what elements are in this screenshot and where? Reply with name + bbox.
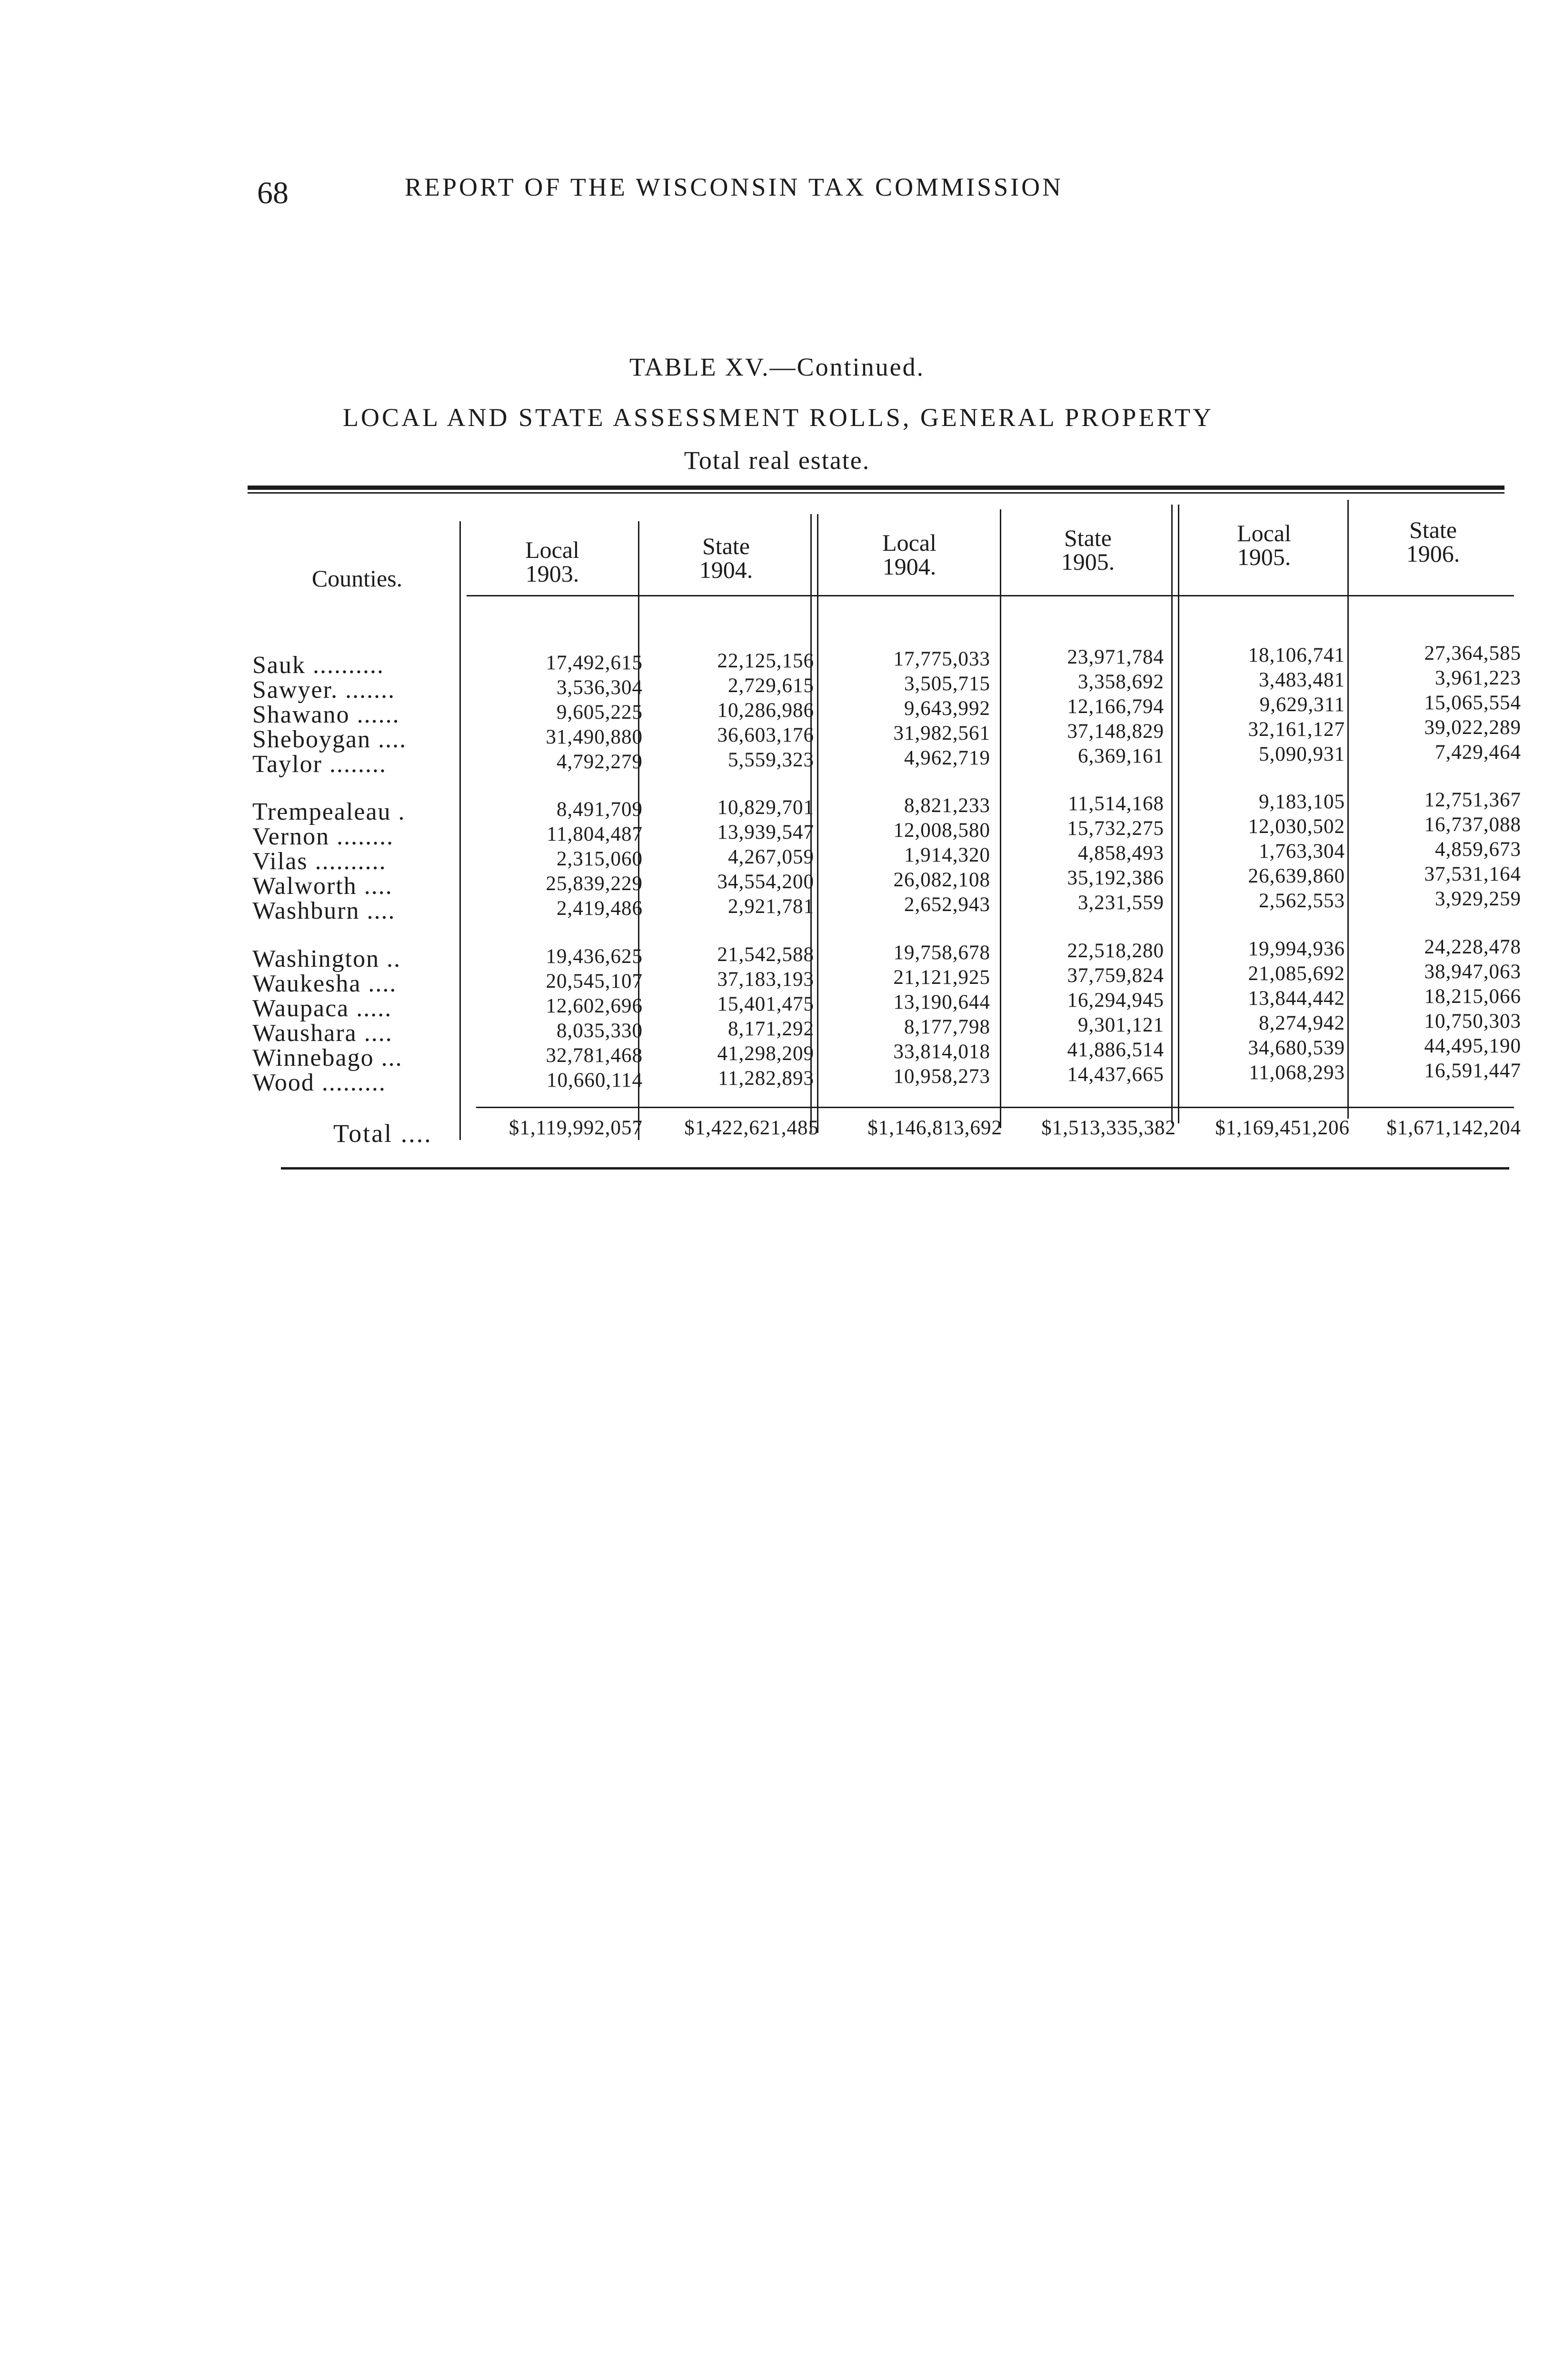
value-cell: 2,729,615 [728,674,814,697]
value-cell: 8,491,709 [557,798,643,821]
counties-header: Counties. [311,565,403,592]
value-cell: 4,858,493 [1078,842,1164,864]
county-name: Taylor ........ [252,751,387,778]
total-cell: $1,119,992,057 [508,1117,643,1139]
county-name: Vilas .......... [252,848,387,875]
value-cell: 37,759,824 [1067,964,1164,987]
column-header [1185,521,1343,569]
value-cell: 12,751,367 [1424,789,1521,811]
value-cell: 41,886,514 [1067,1039,1164,1061]
county-name: Waukesha .... [252,970,397,997]
value-cell: 31,490,880 [546,726,643,748]
county-name: Sawyer. ....... [252,676,396,704]
table-top-rule [248,486,1504,490]
value-cell: 3,505,715 [904,673,990,695]
value-cell: 18,106,741 [1248,644,1345,666]
value-cell: 8,274,942 [1259,1012,1345,1034]
value-cell: 16,591,447 [1424,1060,1521,1082]
header-bottom-rule [467,595,1514,596]
value-cell: 5,559,323 [728,749,814,771]
value-cell: 24,228,478 [1424,936,1521,958]
value-cell: 35,192,386 [1067,867,1164,889]
value-cell: 12,030,502 [1248,815,1345,838]
column-header [476,538,628,585]
column-header [1357,518,1509,565]
value-cell: 19,758,678 [893,942,990,964]
column-header-year: 1904. [699,556,753,583]
value-cell: 25,839,229 [546,873,643,895]
value-cell: 21,085,692 [1248,962,1345,985]
county-name: Trempealeau . [252,798,406,825]
value-cell: 16,737,088 [1424,813,1521,836]
column-header-year: 1905. [1237,544,1291,570]
value-cell: 39,022,289 [1424,716,1521,739]
county-name: Shawano ...... [252,701,400,728]
value-cell: 14,437,665 [1067,1063,1164,1086]
value-cell: 2,315,060 [557,848,643,870]
table-caption: Total real estate. [684,446,870,475]
value-cell: 3,358,692 [1078,671,1164,693]
value-cell: 13,190,644 [893,991,990,1013]
value-cell: 5,090,931 [1259,743,1345,765]
value-cell: 18,215,066 [1424,985,1521,1008]
value-cell: 38,947,063 [1424,961,1521,983]
value-cell: 26,082,108 [893,869,990,891]
value-cell: 6,369,161 [1078,745,1164,767]
county-name: Washington .. [252,945,401,972]
value-cell: 12,008,580 [893,819,990,842]
value-cell: 11,514,168 [1068,793,1164,815]
total-label: Total .... [333,1119,432,1148]
page-number: 68 [257,176,289,210]
county-name: Sheboygan .... [252,726,407,753]
value-cell: 20,545,107 [546,970,643,992]
value-cell: 36,603,176 [717,724,814,746]
table-subtitle: LOCAL AND STATE ASSESSMENT ROLLS, GENERAL PROPERTY [343,403,1214,432]
value-cell: 17,775,033 [893,648,990,670]
value-cell: 10,286,986 [717,699,814,722]
value-cell: 10,660,114 [547,1069,643,1091]
county-name: Wood ......... [252,1069,386,1096]
column-header-year: 1905. [1061,548,1115,575]
value-cell: 34,554,200 [717,871,814,893]
value-cell: 13,939,547 [717,821,814,843]
column-header [648,534,805,582]
value-cell: 9,183,105 [1259,791,1345,813]
column-header-kind: State [702,533,750,559]
column-header-kind: Local [525,536,579,563]
value-cell: 17,492,615 [546,652,643,674]
value-cell: 10,750,303 [1424,1010,1521,1032]
column-divider [1000,509,1001,1128]
value-cell: 15,401,475 [717,993,814,1015]
value-cell: 32,781,468 [546,1044,643,1067]
value-cell: 37,148,829 [1067,720,1164,743]
value-cell: 1,763,304 [1259,840,1345,863]
total-cell: $1,146,813,692 [867,1117,1002,1139]
value-cell: 4,859,673 [1435,838,1521,861]
total-top-rule [476,1107,1514,1108]
value-cell: 21,121,925 [893,966,990,989]
value-cell: 34,680,539 [1248,1037,1345,1059]
value-cell: 9,301,121 [1078,1014,1164,1036]
value-cell: 10,958,273 [893,1065,990,1088]
value-cell: 22,125,156 [717,650,814,672]
value-cell: 33,814,018 [893,1041,990,1063]
value-cell: 4,962,719 [904,747,990,769]
total-cell: $1,513,335,382 [1041,1117,1176,1139]
value-cell: 15,732,275 [1067,817,1164,840]
column-header-kind: Local [1237,520,1291,546]
county-name: Winnebago ... [252,1044,403,1071]
value-cell: 15,065,554 [1424,692,1521,714]
county-name: Walworth .... [252,873,393,900]
value-cell: 3,536,304 [557,676,643,699]
value-cell: 9,643,992 [904,697,990,720]
total-cell: $1,671,142,204 [1386,1117,1521,1139]
county-name: Waupaca ..... [252,995,392,1022]
value-cell: 32,161,127 [1248,718,1345,741]
value-cell: 44,495,190 [1424,1035,1521,1057]
value-cell: 16,294,945 [1067,989,1164,1012]
value-cell: 3,231,559 [1078,892,1164,914]
value-cell: 4,792,279 [557,751,643,773]
column-divider [1347,500,1349,1119]
value-cell: 11,804,487 [547,823,643,845]
value-cell: 3,483,481 [1259,669,1345,691]
value-cell: 9,629,311 [1259,694,1345,716]
value-cell: 9,605,225 [557,701,643,724]
value-cell: 31,982,561 [893,722,990,744]
column-header-year: 1904. [882,553,936,580]
value-cell: 37,531,164 [1424,863,1521,885]
table-top-rule-thin [248,492,1504,494]
value-cell: 13,844,442 [1248,987,1345,1010]
value-cell: 8,171,292 [728,1018,814,1040]
value-cell: 3,929,259 [1435,888,1521,910]
column-header-year: 1903. [525,560,579,587]
value-cell: 41,298,209 [717,1042,814,1065]
value-cell: 26,639,860 [1248,865,1345,887]
value-cell: 12,166,794 [1067,695,1164,718]
column-header-kind: Local [882,529,936,556]
column-divider [1178,505,1179,1123]
value-cell: 11,068,293 [1249,1061,1345,1084]
value-cell: 11,282,893 [718,1067,814,1090]
total-cell: $1,169,451,206 [1215,1117,1350,1139]
value-cell: 8,035,330 [557,1020,643,1042]
value-cell: 2,419,486 [557,897,643,920]
value-cell: 2,652,943 [904,893,990,916]
value-cell: 19,436,625 [546,945,643,968]
value-cell: 7,429,464 [1435,741,1521,764]
county-name: Sauk .......... [252,652,384,679]
county-name: Washburn .... [252,897,396,924]
column-divider [1171,505,1173,1123]
value-cell: 22,518,280 [1067,940,1164,962]
value-cell: 10,829,701 [717,796,814,819]
column-divider [817,514,818,1133]
table-bottom-rule [281,1167,1509,1170]
running-head: REPORT OF THE WISCONSIN TAX COMMISSION [405,173,1064,201]
column-header [1009,526,1166,574]
total-cell: $1,422,621,485 [684,1117,819,1139]
value-cell: 23,971,784 [1067,646,1164,668]
column-header-kind: State [1064,525,1112,551]
value-cell: 27,364,585 [1424,642,1521,664]
column-header [828,531,990,578]
value-cell: 8,821,233 [904,794,990,817]
county-name: Waushara .... [252,1020,393,1047]
value-cell: 2,562,553 [1259,890,1345,912]
value-cell: 37,183,193 [717,968,814,991]
table-title: TABLE XV.—Continued. [629,353,925,381]
value-cell: 4,267,059 [728,846,814,868]
value-cell: 21,542,588 [717,943,814,966]
value-cell: 3,961,223 [1435,667,1521,689]
column-header-year: 1906. [1406,540,1460,567]
value-cell: 12,602,696 [546,995,643,1017]
value-cell: 19,994,936 [1248,938,1345,960]
value-cell: 1,914,320 [904,844,990,866]
value-cell: 2,921,781 [728,895,814,918]
column-header-kind: State [1409,516,1457,543]
value-cell: 8,177,798 [904,1016,990,1038]
county-name: Vernon ........ [252,823,394,850]
